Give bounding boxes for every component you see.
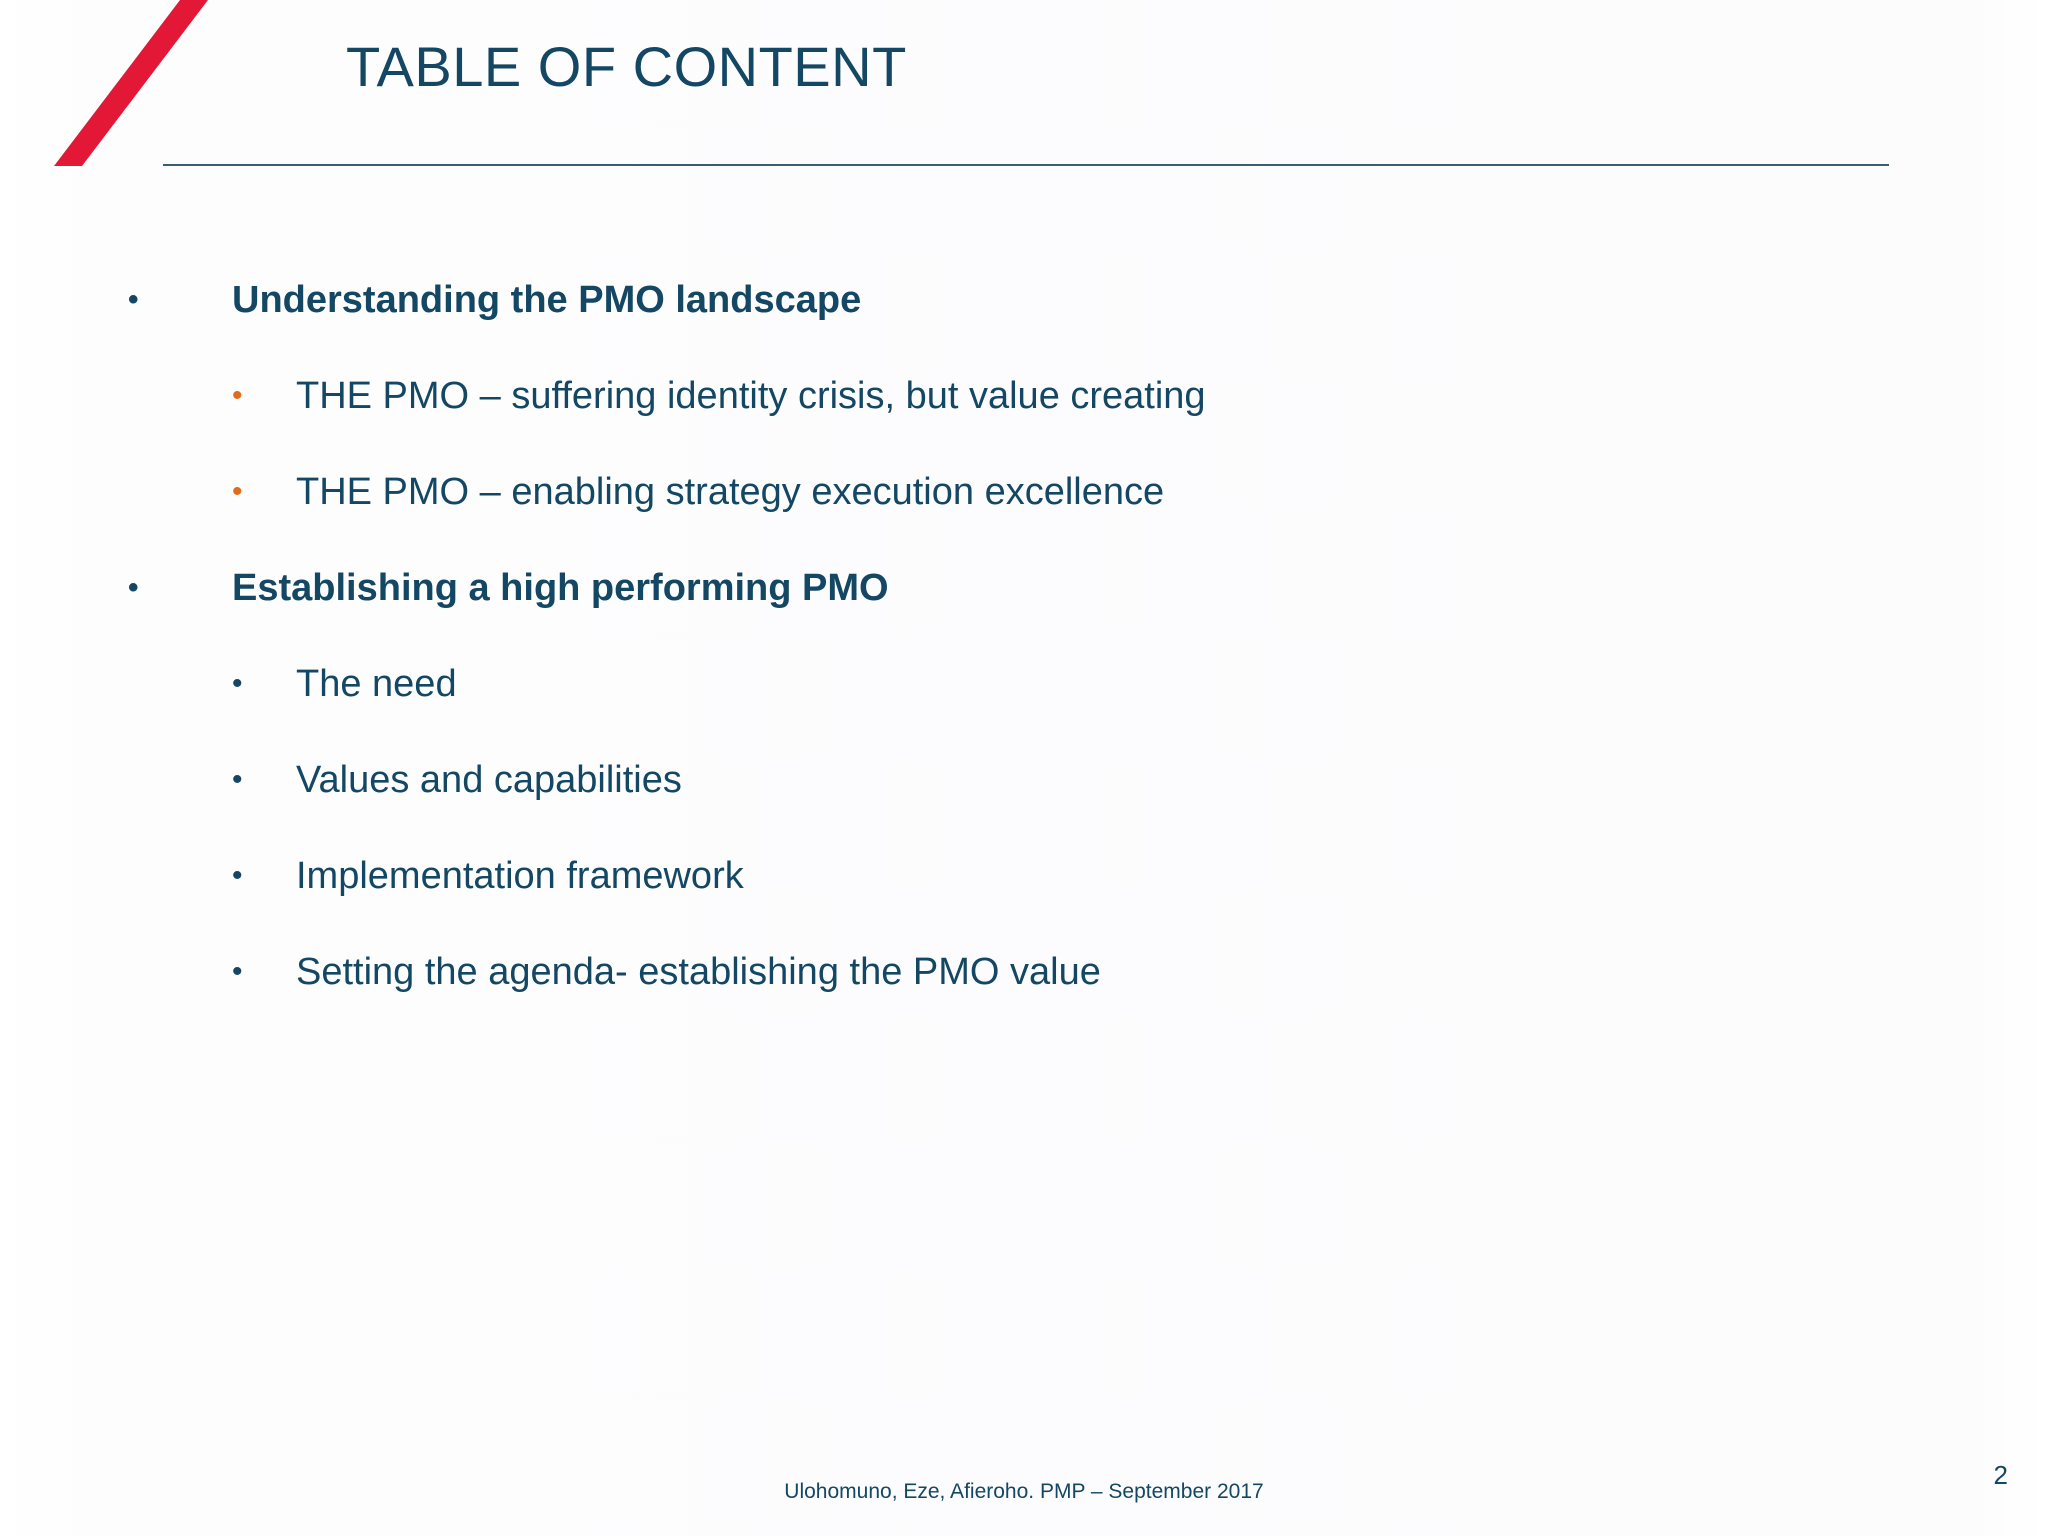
bullet-icon: • [232,859,243,892]
slide-title: TABLE OF CONTENT [346,35,907,98]
toc-item-strategy-execution [232,468,1165,516]
toc-item-label: The need [296,663,457,705]
toc-item-label: Establishing a high performing PMO [232,567,889,609]
toc-section-high-performing-pmo [128,564,889,612]
bullet-icon: • [232,379,243,412]
toc-item-label: Understanding the PMO landscape [232,279,862,321]
toc-section-pmo-landscape [128,276,862,324]
toc-item-label: THE PMO – enabling strategy execution excellence [296,471,1165,513]
toc-item-label: Implementation framework [296,855,744,897]
toc-item-setting-agenda [232,948,1101,996]
bullet-icon: • [232,475,243,508]
toc-item-label: Setting the agenda- establishing the PMO value [296,951,1101,993]
toc-item-label: Values and capabilities [296,759,682,801]
bullet-icon: • [128,283,139,316]
bullet-icon: • [128,571,139,604]
page-number: 2 [1993,1460,2008,1490]
bullet-icon: • [232,955,243,988]
toc-item-label: THE PMO – suffering identity crisis, but value creating [296,375,1206,417]
slide-footer: Ulohomuno, Eze, Afieroho. PMP – September 2017 [784,1480,1264,1503]
bullet-icon: • [232,667,243,700]
toc-item-the-need [232,660,457,708]
bullet-icon: • [232,763,243,796]
toc-item-identity-crisis [232,372,1206,420]
toc-item-implementation-framework [232,852,744,900]
toc-item-values-capabilities [232,756,682,804]
